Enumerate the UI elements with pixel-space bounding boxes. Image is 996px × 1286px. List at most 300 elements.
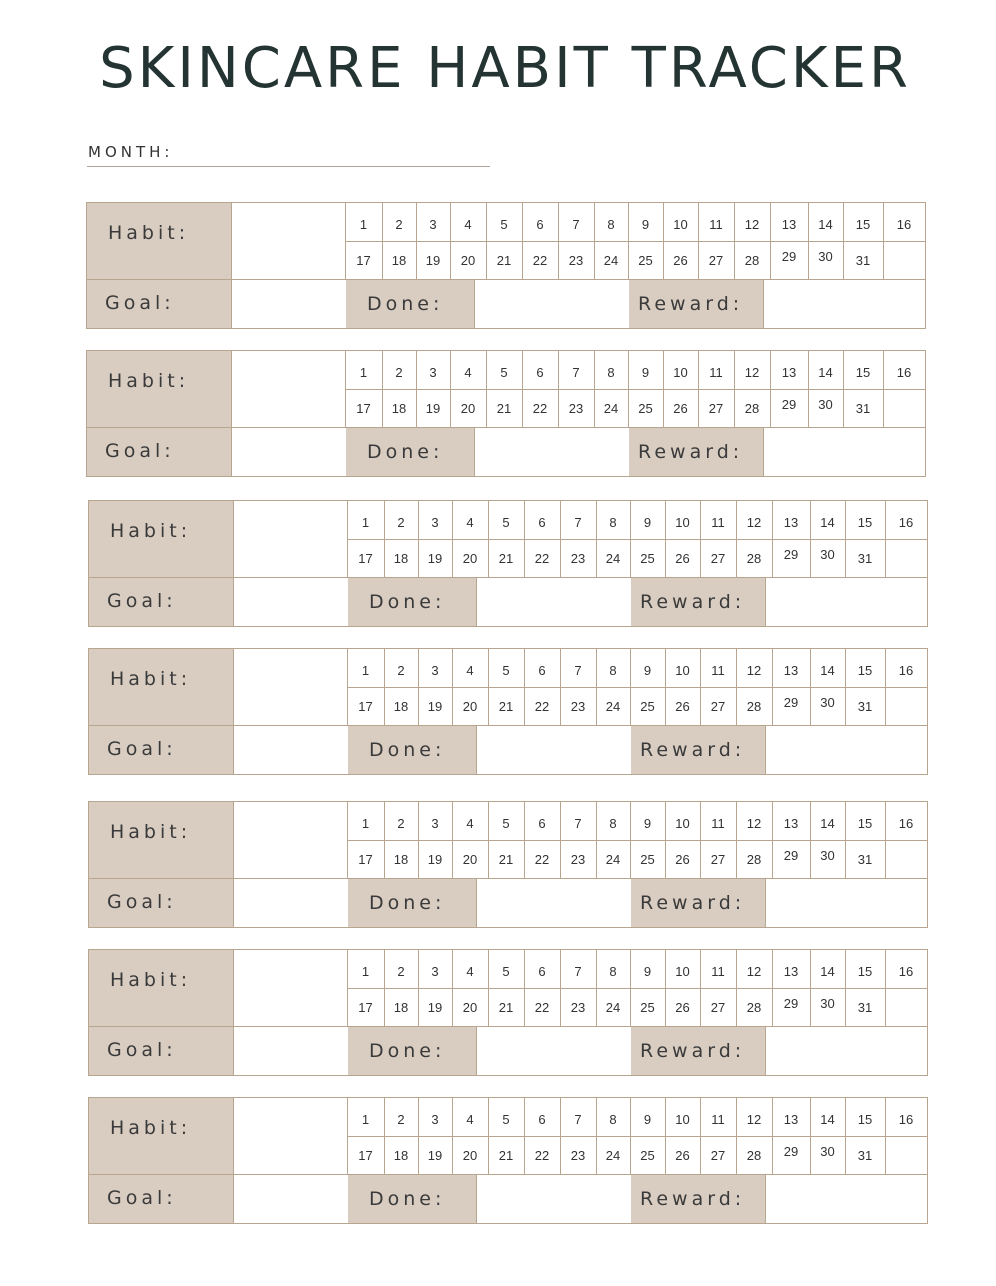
day-cell[interactable]: 13	[781, 217, 797, 232]
day-cell-divider	[883, 351, 884, 427]
day-cell[interactable]: 9	[643, 515, 652, 530]
goal-input[interactable]	[234, 879, 347, 927]
day-cell[interactable]: 13	[783, 1112, 799, 1127]
day-cell-divider	[810, 1098, 811, 1174]
day-cell-divider	[772, 950, 773, 1026]
day-cell-divider	[524, 950, 525, 1026]
day-cell[interactable]: 13	[783, 663, 799, 678]
goal-input[interactable]	[234, 1175, 347, 1223]
day-cell[interactable]: 20	[462, 699, 478, 714]
day-cell[interactable]: 11	[711, 816, 725, 831]
day-cell[interactable]: 31	[857, 852, 873, 867]
day-cell[interactable]: 21	[498, 551, 514, 566]
day-cell[interactable]: 29	[781, 397, 797, 412]
day-cell[interactable]: 26	[675, 1000, 690, 1015]
day-cell[interactable]: 31	[857, 1148, 873, 1163]
day-cell[interactable]: 16	[898, 515, 914, 530]
day-cell[interactable]: 25	[640, 1148, 655, 1163]
day-cell[interactable]: 9	[641, 217, 650, 232]
day-cell[interactable]: 22	[534, 1000, 550, 1015]
day-cell[interactable]: 9	[643, 816, 652, 831]
day-cell[interactable]: 5	[500, 217, 508, 232]
day-cell[interactable]: 19	[427, 551, 443, 566]
day-cell[interactable]: 3	[431, 816, 439, 831]
day-cell-divider	[845, 501, 846, 577]
habit-input[interactable]	[234, 802, 347, 878]
day-cell[interactable]: 18	[393, 551, 409, 566]
day-cell[interactable]: 18	[393, 852, 409, 867]
day-cell[interactable]: 27	[708, 401, 724, 416]
day-cell-divider	[524, 501, 525, 577]
day-cell[interactable]: 23	[568, 401, 584, 416]
day-cell[interactable]: 9	[643, 1112, 652, 1127]
day-cell[interactable]: 8	[609, 663, 617, 678]
day-cell[interactable]: 16	[896, 217, 912, 232]
day-cell[interactable]: 16	[898, 816, 914, 831]
day-cell[interactable]: 1	[361, 663, 370, 678]
day-cell[interactable]: 7	[574, 515, 582, 530]
day-cell[interactable]: 21	[498, 1000, 514, 1015]
day-cell[interactable]: 30	[820, 1144, 835, 1159]
day-cell[interactable]: 18	[393, 1000, 409, 1015]
day-cell[interactable]: 3	[431, 964, 439, 979]
day-cell-divider	[665, 1098, 666, 1174]
day-cell[interactable]: 28	[744, 401, 760, 416]
day-cell[interactable]: 8	[609, 816, 617, 831]
day-cell[interactable]: 17	[358, 699, 373, 714]
day-cell[interactable]: 10	[673, 365, 688, 380]
day-cell-divider	[524, 649, 525, 725]
day-cell-divider	[560, 649, 561, 725]
day-cell[interactable]: 4	[466, 515, 474, 530]
day-cell-divider	[560, 950, 561, 1026]
day-cell[interactable]: 2	[395, 365, 403, 380]
done-input[interactable]	[477, 879, 631, 927]
day-cell[interactable]: 26	[675, 852, 690, 867]
day-cell[interactable]: 11	[711, 515, 725, 530]
day-cell[interactable]: 31	[857, 551, 873, 566]
day-cell[interactable]: 24	[603, 253, 619, 268]
day-cell-divider	[347, 501, 348, 577]
day-cell[interactable]: 30	[820, 547, 835, 562]
day-cell[interactable]: 14	[820, 663, 835, 678]
goal-input[interactable]	[232, 428, 345, 476]
goal-input[interactable]	[234, 1027, 347, 1075]
day-cell[interactable]: 6	[536, 217, 544, 232]
day-cell-divider	[347, 649, 348, 725]
habit-input[interactable]	[234, 950, 347, 1026]
day-cell-divider	[845, 1098, 846, 1174]
day-cell[interactable]: 14	[820, 816, 835, 831]
day-cell[interactable]: 11	[709, 217, 723, 232]
day-cell[interactable]: 19	[427, 1148, 443, 1163]
day-cell[interactable]: 1	[361, 964, 370, 979]
day-cell[interactable]: 2	[397, 663, 405, 678]
day-cell[interactable]: 24	[603, 401, 619, 416]
day-cell[interactable]: 12	[746, 515, 762, 530]
day-cell[interactable]: 2	[397, 816, 405, 831]
day-cell-divider	[772, 1098, 773, 1174]
day-cell[interactable]: 4	[464, 217, 472, 232]
day-cell[interactable]: 30	[820, 695, 835, 710]
day-cell[interactable]: 14	[820, 515, 835, 530]
month-input-line[interactable]	[87, 166, 490, 167]
day-cell[interactable]: 29	[781, 249, 797, 264]
day-cell[interactable]: 2	[397, 515, 405, 530]
day-cell-divider	[843, 203, 844, 279]
day-cell[interactable]: 5	[500, 365, 508, 380]
day-cell[interactable]: 6	[538, 1112, 546, 1127]
day-cell[interactable]: 28	[746, 1000, 762, 1015]
day-cell[interactable]: 27	[710, 699, 726, 714]
reward-input[interactable]	[766, 1027, 926, 1075]
day-cell[interactable]: 17	[358, 1148, 373, 1163]
day-cell[interactable]: 14	[818, 217, 833, 232]
day-cell[interactable]: 5	[502, 515, 510, 530]
day-cell-divider	[347, 1098, 348, 1174]
day-cell-divider	[596, 802, 597, 878]
day-cell[interactable]: 9	[641, 365, 650, 380]
day-cell[interactable]: 8	[609, 1112, 617, 1127]
habit-label: Habit:	[108, 222, 190, 244]
day-cell[interactable]: 28	[746, 1148, 762, 1163]
day-cell[interactable]: 29	[783, 848, 799, 863]
day-cell[interactable]: 30	[820, 848, 835, 863]
day-cell[interactable]: 7	[572, 365, 580, 380]
done-input[interactable]	[475, 280, 629, 328]
day-cell-divider	[418, 1098, 419, 1174]
day-cell[interactable]: 12	[746, 663, 762, 678]
day-cell[interactable]: 16	[898, 964, 914, 979]
goal-input[interactable]	[234, 726, 347, 774]
day-cell-divider	[524, 802, 525, 878]
day-cell[interactable]: 18	[393, 1148, 409, 1163]
day-cell[interactable]: 21	[498, 852, 514, 867]
day-cell[interactable]: 1	[359, 365, 368, 380]
day-cell[interactable]: 23	[570, 551, 586, 566]
habit-tracker-block	[86, 202, 926, 329]
day-cell[interactable]: 18	[393, 699, 409, 714]
day-cell-divider	[734, 351, 735, 427]
day-cell[interactable]: 27	[710, 1148, 726, 1163]
day-cell-divider	[663, 351, 664, 427]
day-cell[interactable]: 21	[496, 253, 512, 268]
day-cell[interactable]: 26	[675, 1148, 690, 1163]
day-cell[interactable]: 8	[609, 964, 617, 979]
day-cell[interactable]: 1	[361, 816, 370, 831]
day-cell[interactable]: 11	[711, 964, 725, 979]
done-input[interactable]	[475, 428, 629, 476]
day-cell-divider	[452, 1098, 453, 1174]
day-cell-divider	[770, 351, 771, 427]
day-cell-divider	[845, 950, 846, 1026]
done-input[interactable]	[477, 1175, 631, 1223]
day-cell[interactable]: 22	[532, 401, 548, 416]
day-cell[interactable]: 30	[820, 996, 835, 1011]
day-cell-divider	[808, 351, 809, 427]
day-cell[interactable]: 7	[572, 217, 580, 232]
day-cell[interactable]: 4	[466, 964, 474, 979]
day-cell[interactable]: 11	[709, 365, 723, 380]
day-cell[interactable]: 5	[502, 964, 510, 979]
habit-input[interactable]	[232, 351, 345, 427]
day-cell[interactable]: 3	[429, 217, 437, 232]
day-cell[interactable]: 22	[534, 699, 550, 714]
day-cell[interactable]: 21	[498, 699, 514, 714]
day-cell[interactable]: 1	[361, 1112, 370, 1127]
day-cell[interactable]: 12	[744, 217, 760, 232]
day-cell[interactable]: 17	[358, 551, 373, 566]
day-cell[interactable]: 29	[783, 695, 799, 710]
day-cell[interactable]: 6	[538, 816, 546, 831]
day-cell-divider	[596, 950, 597, 1026]
goal-input[interactable]	[234, 578, 347, 626]
day-cell[interactable]: 8	[607, 217, 615, 232]
day-row-divider	[347, 988, 927, 989]
day-cell[interactable]: 16	[896, 365, 912, 380]
day-cell[interactable]: 29	[783, 996, 799, 1011]
day-cell[interactable]: 7	[574, 964, 582, 979]
day-cell[interactable]: 4	[464, 365, 472, 380]
day-cell[interactable]: 11	[711, 1112, 725, 1127]
day-cell[interactable]: 14	[820, 964, 835, 979]
done-label: Done:	[369, 1040, 446, 1062]
habit-input[interactable]	[234, 649, 347, 725]
day-cell[interactable]: 25	[640, 852, 655, 867]
day-cell[interactable]: 23	[570, 1000, 586, 1015]
day-cell[interactable]: 3	[431, 515, 439, 530]
day-cell[interactable]: 12	[744, 365, 760, 380]
day-cell[interactable]: 10	[675, 663, 690, 678]
day-cell[interactable]: 20	[460, 253, 476, 268]
day-cell-divider	[810, 950, 811, 1026]
habit-input[interactable]	[232, 203, 345, 279]
day-cell[interactable]: 15	[857, 515, 873, 530]
day-cell[interactable]: 15	[855, 217, 871, 232]
day-row-divider	[345, 241, 925, 242]
day-cell[interactable]: 11	[711, 663, 725, 678]
day-cell[interactable]: 29	[783, 547, 799, 562]
day-cell[interactable]: 19	[427, 699, 443, 714]
day-cell[interactable]: 14	[820, 1112, 835, 1127]
day-cell[interactable]: 27	[710, 551, 726, 566]
day-cell[interactable]: 19	[425, 253, 441, 268]
day-cell-divider	[418, 950, 419, 1026]
day-cell[interactable]: 26	[673, 401, 688, 416]
day-cell[interactable]: 6	[538, 515, 546, 530]
day-cell[interactable]: 22	[534, 551, 550, 566]
day-cell-divider	[488, 950, 489, 1026]
day-cell[interactable]: 29	[783, 1144, 799, 1159]
day-cell[interactable]: 18	[391, 401, 407, 416]
day-cell[interactable]: 24	[605, 1000, 621, 1015]
reward-input[interactable]	[766, 1175, 926, 1223]
day-cell[interactable]: 6	[538, 964, 546, 979]
day-cell[interactable]: 9	[643, 964, 652, 979]
day-cell[interactable]: 12	[746, 816, 762, 831]
day-cell[interactable]: 25	[638, 401, 653, 416]
day-cell-divider	[522, 351, 523, 427]
day-cell[interactable]: 5	[502, 816, 510, 831]
day-cell[interactable]: 3	[429, 365, 437, 380]
done-input[interactable]	[477, 726, 631, 774]
day-cell[interactable]: 28	[746, 852, 762, 867]
day-cell[interactable]: 20	[462, 1000, 478, 1015]
reward-input[interactable]	[766, 879, 926, 927]
day-cell[interactable]: 28	[746, 551, 762, 566]
day-cell-divider	[885, 1098, 886, 1174]
day-cell[interactable]: 21	[496, 401, 512, 416]
day-cell[interactable]: 1	[361, 515, 370, 530]
day-cell[interactable]: 20	[462, 1148, 478, 1163]
day-cell[interactable]: 24	[605, 699, 621, 714]
day-cell[interactable]: 10	[673, 217, 688, 232]
day-cell[interactable]: 6	[536, 365, 544, 380]
day-cell[interactable]: 20	[462, 852, 478, 867]
reward-label: Reward:	[640, 1188, 746, 1210]
day-cell-divider	[665, 649, 666, 725]
day-cell-divider	[347, 950, 348, 1026]
done-label: Done:	[367, 293, 444, 315]
day-cell[interactable]: 1	[359, 217, 368, 232]
day-cell[interactable]: 4	[466, 663, 474, 678]
day-cell[interactable]: 22	[532, 253, 548, 268]
day-cell[interactable]: 27	[708, 253, 724, 268]
day-cell[interactable]: 10	[675, 515, 690, 530]
day-cell[interactable]: 17	[358, 1000, 373, 1015]
day-cell[interactable]: 23	[570, 852, 586, 867]
day-cell[interactable]: 3	[431, 663, 439, 678]
day-cell[interactable]: 5	[502, 1112, 510, 1127]
day-cell[interactable]: 15	[857, 1112, 873, 1127]
day-cell[interactable]: 3	[431, 1112, 439, 1127]
day-cell-divider	[736, 950, 737, 1026]
day-cell[interactable]: 8	[607, 365, 615, 380]
reward-label: Reward:	[638, 441, 744, 463]
day-cell[interactable]: 17	[358, 852, 373, 867]
goal-input[interactable]	[232, 280, 345, 328]
done-label: Done:	[369, 892, 446, 914]
day-cell[interactable]: 13	[783, 515, 799, 530]
day-cell[interactable]: 15	[857, 964, 873, 979]
day-cell[interactable]: 10	[675, 816, 690, 831]
day-cell[interactable]: 2	[397, 964, 405, 979]
day-cell-divider	[486, 203, 487, 279]
day-cell[interactable]: 19	[425, 401, 441, 416]
day-cell[interactable]: 2	[395, 217, 403, 232]
day-cell[interactable]: 12	[746, 1112, 762, 1127]
day-cell[interactable]: 31	[855, 253, 871, 268]
day-cell[interactable]: 25	[638, 253, 653, 268]
day-cell[interactable]: 22	[534, 1148, 550, 1163]
day-cell[interactable]: 23	[570, 1148, 586, 1163]
day-cell[interactable]: 4	[466, 816, 474, 831]
day-cell-divider	[736, 649, 737, 725]
day-cell[interactable]: 6	[538, 663, 546, 678]
day-cell[interactable]: 14	[818, 365, 833, 380]
day-cell[interactable]: 15	[857, 816, 873, 831]
day-cell[interactable]: 26	[675, 551, 690, 566]
day-cell[interactable]: 19	[427, 1000, 443, 1015]
day-cell[interactable]: 7	[574, 1112, 582, 1127]
day-cell[interactable]: 24	[605, 551, 621, 566]
day-cell[interactable]: 20	[462, 551, 478, 566]
day-cell[interactable]: 24	[605, 852, 621, 867]
day-cell[interactable]: 17	[356, 253, 371, 268]
day-cell-divider	[558, 351, 559, 427]
day-cell-divider	[418, 802, 419, 878]
day-cell[interactable]: 13	[781, 365, 797, 380]
day-cell[interactable]: 7	[574, 663, 582, 678]
day-cell[interactable]: 5	[502, 663, 510, 678]
reward-label: Reward:	[638, 293, 744, 315]
day-cell-divider	[384, 501, 385, 577]
day-cell[interactable]: 23	[570, 699, 586, 714]
day-cell[interactable]: 16	[898, 663, 914, 678]
day-cell-divider	[560, 501, 561, 577]
day-cell[interactable]: 26	[673, 253, 688, 268]
day-cell[interactable]: 2	[397, 1112, 405, 1127]
reward-input[interactable]	[764, 280, 924, 328]
day-cell[interactable]: 30	[818, 397, 833, 412]
day-cell-divider	[885, 649, 886, 725]
day-cell[interactable]: 25	[640, 551, 655, 566]
reward-input[interactable]	[766, 578, 926, 626]
day-cell[interactable]: 25	[640, 699, 655, 714]
done-input[interactable]	[477, 1027, 631, 1075]
done-input[interactable]	[477, 578, 631, 626]
day-cell[interactable]: 19	[427, 852, 443, 867]
day-cell[interactable]: 28	[746, 699, 762, 714]
day-cell[interactable]: 31	[855, 401, 871, 416]
day-cell-divider	[698, 351, 699, 427]
habit-input[interactable]	[234, 1098, 347, 1174]
reward-input[interactable]	[766, 726, 926, 774]
day-cell[interactable]: 4	[466, 1112, 474, 1127]
day-cell[interactable]: 31	[857, 699, 873, 714]
day-cell[interactable]: 20	[460, 401, 476, 416]
day-cell[interactable]: 15	[857, 663, 873, 678]
day-cell[interactable]: 21	[498, 1148, 514, 1163]
day-cell[interactable]: 18	[391, 253, 407, 268]
day-cell[interactable]: 8	[609, 515, 617, 530]
day-cell-divider	[384, 950, 385, 1026]
day-cell[interactable]: 10	[675, 964, 690, 979]
day-cell[interactable]: 17	[356, 401, 371, 416]
day-cell[interactable]: 27	[710, 1000, 726, 1015]
day-cell[interactable]: 30	[818, 249, 833, 264]
day-cell[interactable]: 23	[568, 253, 584, 268]
day-cell-divider	[630, 501, 631, 577]
day-cell[interactable]: 13	[783, 816, 799, 831]
habit-input[interactable]	[234, 501, 347, 577]
day-cell[interactable]: 15	[855, 365, 871, 380]
day-cell[interactable]: 31	[857, 1000, 873, 1015]
day-cell[interactable]: 7	[574, 816, 582, 831]
day-cell[interactable]: 27	[710, 852, 726, 867]
day-cell[interactable]: 12	[746, 964, 762, 979]
day-cell[interactable]: 24	[605, 1148, 621, 1163]
day-cell[interactable]: 26	[675, 699, 690, 714]
day-cell[interactable]: 9	[643, 663, 652, 678]
day-cell[interactable]: 13	[783, 964, 799, 979]
day-cell[interactable]: 10	[675, 1112, 690, 1127]
reward-input[interactable]	[764, 428, 924, 476]
day-cell[interactable]: 25	[640, 1000, 655, 1015]
day-cell[interactable]: 28	[744, 253, 760, 268]
day-cell[interactable]: 16	[898, 1112, 914, 1127]
day-cell[interactable]: 22	[534, 852, 550, 867]
